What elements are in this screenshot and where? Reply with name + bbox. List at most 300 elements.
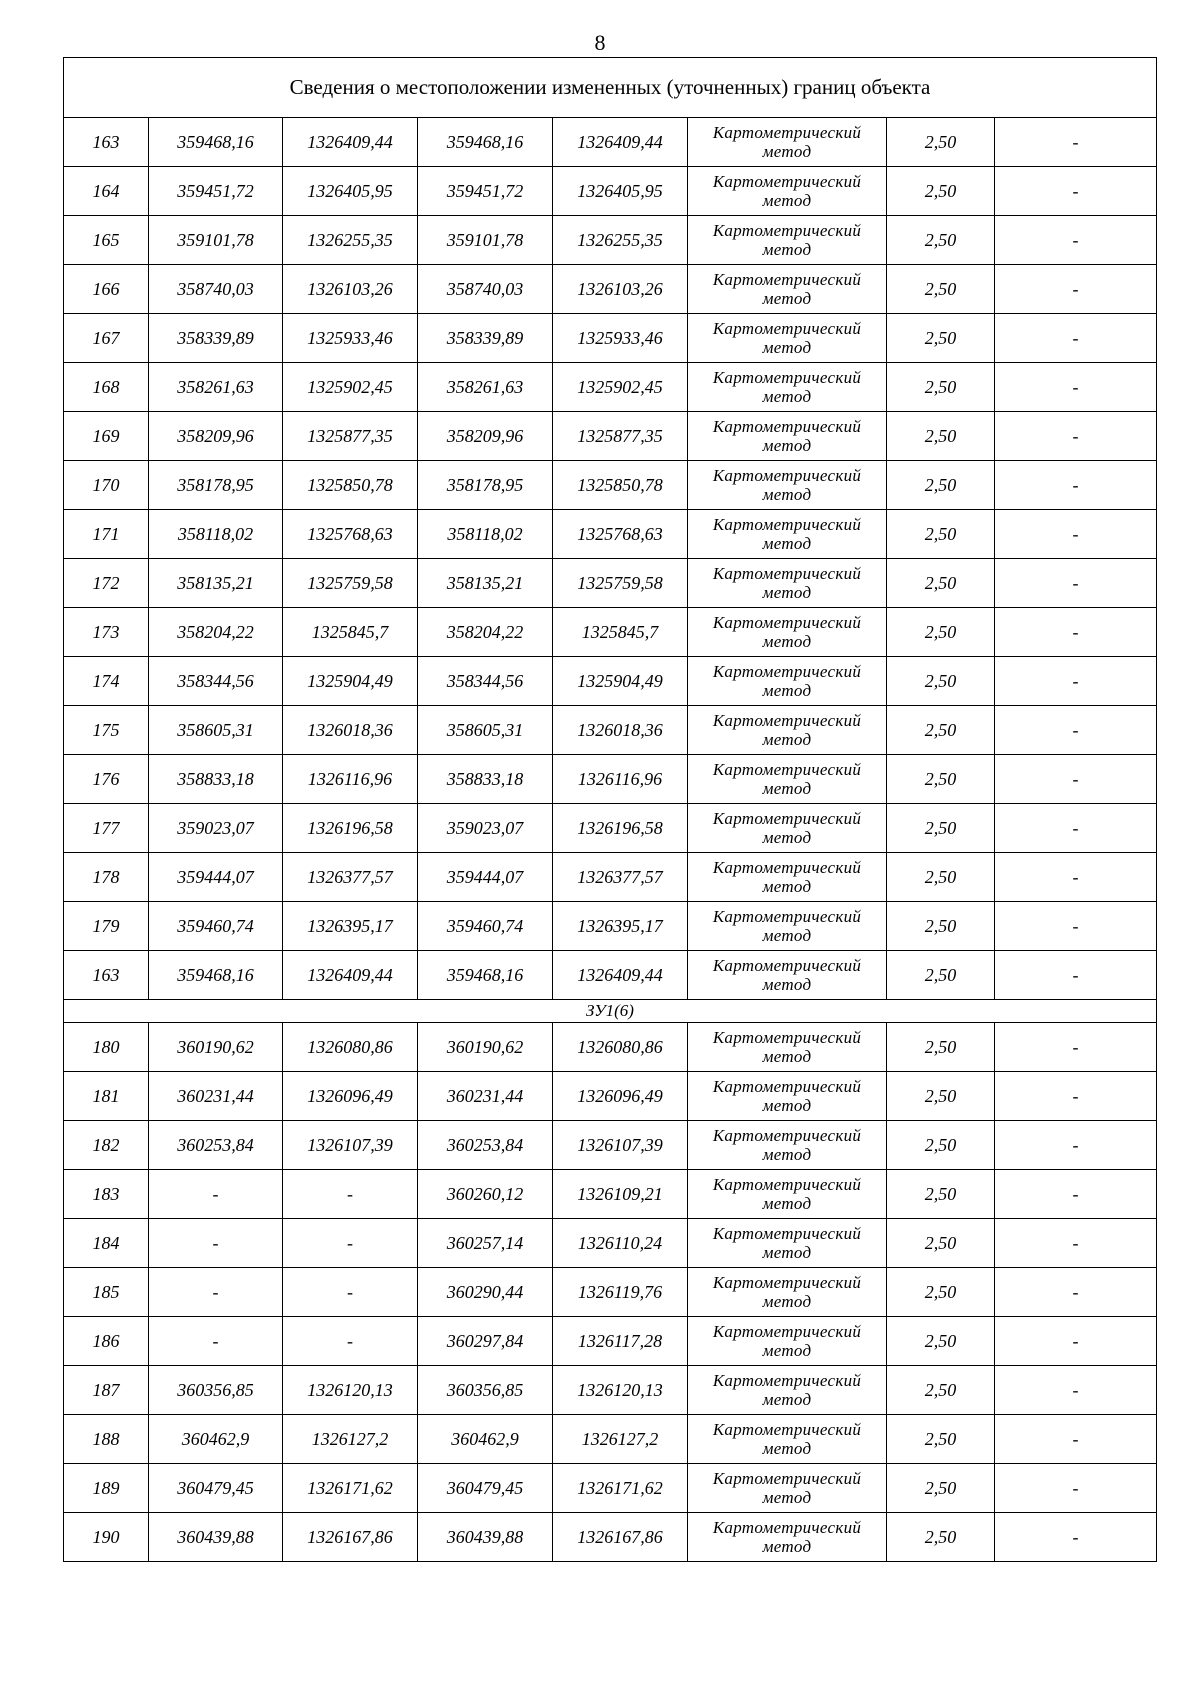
x-refined-cell: 360231,44 [418, 1072, 553, 1121]
accuracy-cell: 2,50 [887, 559, 995, 608]
accuracy-cell: 2,50 [887, 804, 995, 853]
accuracy-cell: 2,50 [887, 1170, 995, 1219]
method-cell [688, 1219, 887, 1268]
note-cell: - [995, 1170, 1157, 1219]
y-existing-cell: 1325759,58 [283, 559, 418, 608]
x-refined-cell: 358605,31 [418, 706, 553, 755]
x-existing-cell: 358833,18 [149, 755, 283, 804]
method-cell [688, 559, 887, 608]
method-text-line: метод [762, 877, 812, 896]
method-cell [688, 314, 887, 363]
method-text-line: Картометрический [712, 1420, 862, 1439]
table-row [64, 559, 1157, 608]
table-row [64, 510, 1157, 559]
x-existing-cell: 360462,9 [149, 1415, 283, 1464]
point-number-cell: 163 [64, 951, 149, 1000]
table-row [64, 1023, 1157, 1072]
point-number-cell: 166 [64, 265, 149, 314]
y-refined-cell: 1326127,2 [553, 1415, 688, 1464]
method-text-line: Картометрический [712, 221, 862, 240]
point-number-cell: 175 [64, 706, 149, 755]
x-refined-cell: 358261,63 [418, 363, 553, 412]
accuracy-cell: 2,50 [887, 1464, 995, 1513]
note-cell: - [995, 118, 1157, 167]
y-refined-cell: 1326080,86 [553, 1023, 688, 1072]
method-text-line: метод [762, 289, 812, 308]
accuracy-cell: 2,50 [887, 1366, 995, 1415]
x-existing-cell: 360190,62 [149, 1023, 283, 1072]
x-existing-cell: 359468,16 [149, 118, 283, 167]
note-cell: - [995, 1023, 1157, 1072]
method-text-line: Картометрический [712, 368, 862, 387]
table-title: Сведения о местоположении измененных (уточненных) границ объекта [64, 58, 1157, 118]
method-cell [688, 657, 887, 706]
accuracy-cell: 2,50 [887, 1513, 995, 1562]
method-cell [688, 412, 887, 461]
accuracy-cell: 2,50 [887, 657, 995, 706]
note-cell: - [995, 1219, 1157, 1268]
page-number: 8 [594, 30, 606, 55]
x-existing-cell: - [149, 1219, 283, 1268]
table-title-row [64, 58, 1157, 118]
y-existing-cell: 1325850,78 [283, 461, 418, 510]
note-cell: - [995, 608, 1157, 657]
method-cell [688, 1121, 887, 1170]
note-cell: - [995, 706, 1157, 755]
y-refined-cell: 1326167,86 [553, 1513, 688, 1562]
y-refined-cell: 1326107,39 [553, 1121, 688, 1170]
point-number-cell: 176 [64, 755, 149, 804]
accuracy-cell: 2,50 [887, 510, 995, 559]
y-existing-cell: 1326080,86 [283, 1023, 418, 1072]
y-existing-cell: 1326096,49 [283, 1072, 418, 1121]
x-refined-cell: 360462,9 [418, 1415, 553, 1464]
table-row [64, 1464, 1157, 1513]
x-existing-cell: 359468,16 [149, 951, 283, 1000]
method-cell [688, 167, 887, 216]
accuracy-cell: 2,50 [887, 461, 995, 510]
accuracy-cell: 2,50 [887, 412, 995, 461]
section-row [64, 1000, 1157, 1023]
method-cell [688, 216, 887, 265]
method-text-line: Картометрический [712, 1077, 862, 1096]
x-existing-cell: 358740,03 [149, 265, 283, 314]
x-refined-cell: 359451,72 [418, 167, 553, 216]
x-existing-cell: 359451,72 [149, 167, 283, 216]
accuracy-cell: 2,50 [887, 951, 995, 1000]
method-text-line: Картометрический [712, 1224, 862, 1243]
method-text-line: метод [762, 583, 812, 602]
method-text-line: метод [762, 1390, 812, 1409]
x-existing-cell: 359101,78 [149, 216, 283, 265]
point-number-cell: 165 [64, 216, 149, 265]
point-number-cell: 172 [64, 559, 149, 608]
table-row [64, 167, 1157, 216]
method-text-line: Картометрический [712, 466, 862, 485]
method-text-line: метод [762, 1194, 812, 1213]
method-cell [688, 853, 887, 902]
x-refined-cell: 358833,18 [418, 755, 553, 804]
x-existing-cell: 360439,88 [149, 1513, 283, 1562]
x-existing-cell: 358204,22 [149, 608, 283, 657]
point-number-cell: 184 [64, 1219, 149, 1268]
method-cell [688, 706, 887, 755]
point-number-cell: 168 [64, 363, 149, 412]
method-text-line: Картометрический [712, 613, 862, 632]
method-text-line: Картометрический [712, 1273, 862, 1292]
method-text-line: Картометрический [712, 1175, 862, 1194]
method-text-line: Картометрический [712, 1322, 862, 1341]
table-row [64, 1121, 1157, 1170]
point-number-cell: 189 [64, 1464, 149, 1513]
accuracy-cell: 2,50 [887, 608, 995, 657]
method-text-line: метод [762, 1145, 812, 1164]
method-text-line: метод [762, 1243, 812, 1262]
x-existing-cell: - [149, 1170, 283, 1219]
x-refined-cell: 359023,07 [418, 804, 553, 853]
method-text-line: Картометрический [712, 1518, 862, 1537]
accuracy-cell: 2,50 [887, 216, 995, 265]
x-existing-cell: - [149, 1268, 283, 1317]
method-text-line: метод [762, 142, 812, 161]
table-row [64, 902, 1157, 951]
method-text-line: метод [762, 1047, 812, 1066]
x-refined-cell: 358344,56 [418, 657, 553, 706]
note-cell: - [995, 1268, 1157, 1317]
y-refined-cell: 1326255,35 [553, 216, 688, 265]
x-refined-cell: 359468,16 [418, 118, 553, 167]
x-existing-cell: 360479,45 [149, 1464, 283, 1513]
method-cell [688, 1268, 887, 1317]
x-existing-cell: 360253,84 [149, 1121, 283, 1170]
y-refined-cell: 1326110,24 [553, 1219, 688, 1268]
x-existing-cell: 358339,89 [149, 314, 283, 363]
method-text-line: Картометрический [712, 711, 862, 730]
y-refined-cell: 1325877,35 [553, 412, 688, 461]
point-number-cell: 171 [64, 510, 149, 559]
y-refined-cell: 1325845,7 [553, 608, 688, 657]
y-refined-cell: 1325759,58 [553, 559, 688, 608]
method-text-line: Картометрический [712, 1126, 862, 1145]
x-refined-cell: 358135,21 [418, 559, 553, 608]
y-existing-cell: 1325845,7 [283, 608, 418, 657]
note-cell: - [995, 412, 1157, 461]
x-existing-cell: 358605,31 [149, 706, 283, 755]
x-existing-cell: - [149, 1317, 283, 1366]
accuracy-cell: 2,50 [887, 1219, 995, 1268]
y-existing-cell: 1325768,63 [283, 510, 418, 559]
table-row [64, 265, 1157, 314]
note-cell: - [995, 1513, 1157, 1562]
y-existing-cell: 1326377,57 [283, 853, 418, 902]
method-cell [688, 804, 887, 853]
table-row [64, 804, 1157, 853]
y-existing-cell: 1326127,2 [283, 1415, 418, 1464]
method-cell [688, 1317, 887, 1366]
method-text-line: Картометрический [712, 760, 862, 779]
x-refined-cell: 360439,88 [418, 1513, 553, 1562]
y-existing-cell: 1325877,35 [283, 412, 418, 461]
x-existing-cell: 358209,96 [149, 412, 283, 461]
y-existing-cell: - [283, 1268, 418, 1317]
method-text-line: метод [762, 730, 812, 749]
method-text-line: метод [762, 975, 812, 994]
y-existing-cell: - [283, 1317, 418, 1366]
table-row [64, 118, 1157, 167]
y-refined-cell: 1325850,78 [553, 461, 688, 510]
table-row [64, 1170, 1157, 1219]
method-text-line: метод [762, 338, 812, 357]
method-cell [688, 265, 887, 314]
y-refined-cell: 1326117,28 [553, 1317, 688, 1366]
method-cell [688, 1366, 887, 1415]
method-text-line: Картометрический [712, 956, 862, 975]
accuracy-cell: 2,50 [887, 902, 995, 951]
table-row [64, 1268, 1157, 1317]
point-number-cell: 178 [64, 853, 149, 902]
y-existing-cell: - [283, 1219, 418, 1268]
point-number-cell: 188 [64, 1415, 149, 1464]
note-cell: - [995, 1317, 1157, 1366]
method-text-line: метод [762, 779, 812, 798]
accuracy-cell: 2,50 [887, 118, 995, 167]
method-cell [688, 755, 887, 804]
section-label: ЗУ1(6) [64, 1000, 1157, 1023]
method-text-line: Картометрический [712, 417, 862, 436]
method-text-line: метод [762, 1439, 812, 1458]
point-number-cell: 170 [64, 461, 149, 510]
accuracy-cell: 2,50 [887, 1317, 995, 1366]
table-row [64, 755, 1157, 804]
x-existing-cell: 359460,74 [149, 902, 283, 951]
method-text-line: метод [762, 1488, 812, 1507]
y-existing-cell: 1326255,35 [283, 216, 418, 265]
y-existing-cell: 1326018,36 [283, 706, 418, 755]
y-refined-cell: 1326096,49 [553, 1072, 688, 1121]
method-cell [688, 1415, 887, 1464]
note-cell: - [995, 167, 1157, 216]
method-text-line: метод [762, 828, 812, 847]
accuracy-cell: 2,50 [887, 706, 995, 755]
method-text-line: Картометрический [712, 809, 862, 828]
method-cell [688, 1464, 887, 1513]
y-existing-cell: 1326196,58 [283, 804, 418, 853]
note-cell: - [995, 265, 1157, 314]
accuracy-cell: 2,50 [887, 755, 995, 804]
method-text-line: метод [762, 436, 812, 455]
method-text-line: метод [762, 1341, 812, 1360]
method-text-line: Картометрический [712, 270, 862, 289]
x-refined-cell: 359444,07 [418, 853, 553, 902]
method-text-line: метод [762, 485, 812, 504]
accuracy-cell: 2,50 [887, 1268, 995, 1317]
x-refined-cell: 358209,96 [418, 412, 553, 461]
y-existing-cell: - [283, 1170, 418, 1219]
method-text-line: метод [762, 681, 812, 700]
accuracy-cell: 2,50 [887, 853, 995, 902]
table-row [64, 314, 1157, 363]
method-cell [688, 951, 887, 1000]
method-cell [688, 1170, 887, 1219]
table-row [64, 1072, 1157, 1121]
x-refined-cell: 360257,14 [418, 1219, 553, 1268]
table-row [64, 608, 1157, 657]
x-existing-cell: 358135,21 [149, 559, 283, 608]
y-existing-cell: 1326103,26 [283, 265, 418, 314]
y-existing-cell: 1325904,49 [283, 657, 418, 706]
method-cell [688, 363, 887, 412]
accuracy-cell: 2,50 [887, 314, 995, 363]
note-cell: - [995, 1121, 1157, 1170]
method-text-line: метод [762, 1096, 812, 1115]
y-existing-cell: 1326116,96 [283, 755, 418, 804]
y-existing-cell: 1325902,45 [283, 363, 418, 412]
y-refined-cell: 1326109,21 [553, 1170, 688, 1219]
y-existing-cell: 1326405,95 [283, 167, 418, 216]
x-refined-cell: 360479,45 [418, 1464, 553, 1513]
method-text-line: Картометрический [712, 172, 862, 191]
table-row [64, 412, 1157, 461]
method-cell [688, 510, 887, 559]
x-refined-cell: 360260,12 [418, 1170, 553, 1219]
point-number-cell: 181 [64, 1072, 149, 1121]
method-cell [688, 608, 887, 657]
table-row [64, 951, 1157, 1000]
y-existing-cell: 1326167,86 [283, 1513, 418, 1562]
y-refined-cell: 1325904,49 [553, 657, 688, 706]
method-text-line: метод [762, 191, 812, 210]
point-number-cell: 187 [64, 1366, 149, 1415]
x-existing-cell: 359444,07 [149, 853, 283, 902]
method-text-line: Картометрический [712, 1371, 862, 1390]
y-refined-cell: 1326409,44 [553, 118, 688, 167]
y-existing-cell: 1326409,44 [283, 118, 418, 167]
table-row [64, 216, 1157, 265]
table-row [64, 363, 1157, 412]
accuracy-cell: 2,50 [887, 363, 995, 412]
y-refined-cell: 1325768,63 [553, 510, 688, 559]
table-row [64, 1415, 1157, 1464]
y-refined-cell: 1325933,46 [553, 314, 688, 363]
y-existing-cell: 1325933,46 [283, 314, 418, 363]
y-refined-cell: 1326409,44 [553, 951, 688, 1000]
accuracy-cell: 2,50 [887, 1072, 995, 1121]
note-cell: - [995, 1464, 1157, 1513]
note-cell: - [995, 755, 1157, 804]
point-number-cell: 164 [64, 167, 149, 216]
note-cell: - [995, 951, 1157, 1000]
y-existing-cell: 1326107,39 [283, 1121, 418, 1170]
method-cell [688, 118, 887, 167]
method-text-line: Картометрический [712, 1028, 862, 1047]
x-refined-cell: 359468,16 [418, 951, 553, 1000]
accuracy-cell: 2,50 [887, 1415, 995, 1464]
y-existing-cell: 1326409,44 [283, 951, 418, 1000]
y-refined-cell: 1326405,95 [553, 167, 688, 216]
method-text-line: метод [762, 387, 812, 406]
point-number-cell: 180 [64, 1023, 149, 1072]
x-refined-cell: 359460,74 [418, 902, 553, 951]
x-existing-cell: 358344,56 [149, 657, 283, 706]
boundary-coordinates-table [63, 57, 1157, 1562]
method-cell [688, 1513, 887, 1562]
note-cell: - [995, 657, 1157, 706]
x-refined-cell: 360297,84 [418, 1317, 553, 1366]
note-cell: - [995, 510, 1157, 559]
point-number-cell: 174 [64, 657, 149, 706]
x-refined-cell: 360290,44 [418, 1268, 553, 1317]
x-refined-cell: 358339,89 [418, 314, 553, 363]
y-refined-cell: 1326196,58 [553, 804, 688, 853]
y-refined-cell: 1326377,57 [553, 853, 688, 902]
x-refined-cell: 359101,78 [418, 216, 553, 265]
x-refined-cell: 360190,62 [418, 1023, 553, 1072]
x-existing-cell: 358261,63 [149, 363, 283, 412]
point-number-cell: 169 [64, 412, 149, 461]
method-text-line: Картометрический [712, 515, 862, 534]
note-cell: - [995, 1415, 1157, 1464]
method-text-line: метод [762, 240, 812, 259]
y-refined-cell: 1326395,17 [553, 902, 688, 951]
method-text-line: Картометрический [712, 907, 862, 926]
y-refined-cell: 1326116,96 [553, 755, 688, 804]
note-cell: - [995, 1072, 1157, 1121]
note-cell: - [995, 314, 1157, 363]
accuracy-cell: 2,50 [887, 167, 995, 216]
point-number-cell: 177 [64, 804, 149, 853]
method-text-line: Картометрический [712, 319, 862, 338]
y-refined-cell: 1326119,76 [553, 1268, 688, 1317]
accuracy-cell: 2,50 [887, 265, 995, 314]
method-cell [688, 461, 887, 510]
table-row [64, 1366, 1157, 1415]
method-text-line: Картометрический [712, 1469, 862, 1488]
x-refined-cell: 358740,03 [418, 265, 553, 314]
table-row [64, 1513, 1157, 1562]
table-row [64, 853, 1157, 902]
note-cell: - [995, 804, 1157, 853]
x-refined-cell: 358118,02 [418, 510, 553, 559]
note-cell: - [995, 853, 1157, 902]
y-refined-cell: 1326018,36 [553, 706, 688, 755]
point-number-cell: 190 [64, 1513, 149, 1562]
x-refined-cell: 360356,85 [418, 1366, 553, 1415]
point-number-cell: 186 [64, 1317, 149, 1366]
method-cell [688, 1023, 887, 1072]
method-text-line: Картометрический [712, 123, 862, 142]
point-number-cell: 173 [64, 608, 149, 657]
x-existing-cell: 359023,07 [149, 804, 283, 853]
table-row [64, 461, 1157, 510]
table-row [64, 1317, 1157, 1366]
accuracy-cell: 2,50 [887, 1121, 995, 1170]
point-number-cell: 182 [64, 1121, 149, 1170]
y-refined-cell: 1326103,26 [553, 265, 688, 314]
method-text-line: Картометрический [712, 662, 862, 681]
x-refined-cell: 358178,95 [418, 461, 553, 510]
point-number-cell: 179 [64, 902, 149, 951]
table-row [64, 706, 1157, 755]
note-cell: - [995, 902, 1157, 951]
y-refined-cell: 1326120,13 [553, 1366, 688, 1415]
table-row [64, 657, 1157, 706]
note-cell: - [995, 559, 1157, 608]
point-number-cell: 185 [64, 1268, 149, 1317]
method-text-line: Картометрический [712, 564, 862, 583]
note-cell: - [995, 461, 1157, 510]
x-existing-cell: 358118,02 [149, 510, 283, 559]
method-cell [688, 1072, 887, 1121]
